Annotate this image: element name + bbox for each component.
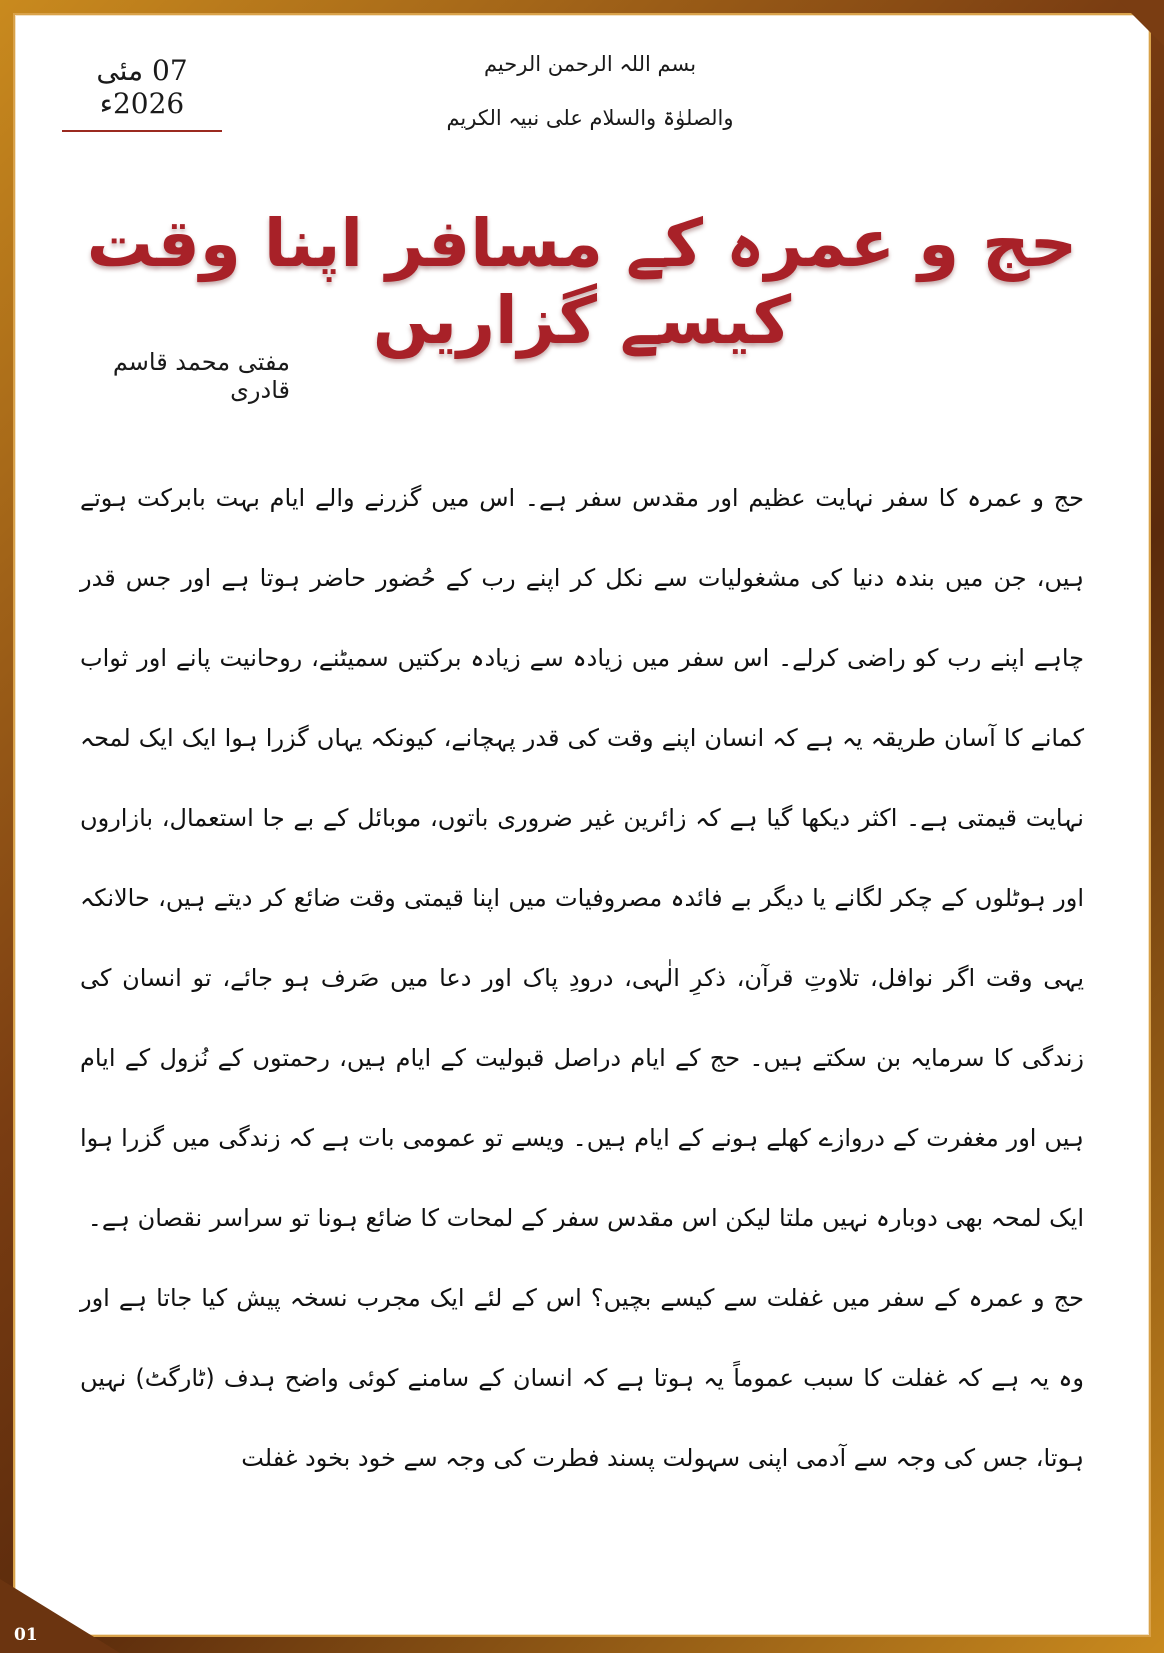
author-name: مفتی محمد قاسم قادری [112,348,290,404]
paragraph-2: حج و عمرہ کے سفر میں غفلت سے کیسے بچیں؟ اس کے لئے ایک مجرب نسخہ پیش کیا جاتا ہے اور وہ یہ ہے کہ غفلت کا سبب عموماً یہ ہوتا ہے کہ انسان کے سامنے کوئی واضح ہدف (ٹارگٹ) نہیں ہوتا، جس کی وجہ سے آدمی اپنی سہولت پسند فطرت کی وجہ سے خود بخود غفلت [80,1284,1084,1472]
paragraph-1: حج و عمرہ کا سفر نہایت عظیم اور مقدس سفر ہے۔ اس میں گزرنے والے ایام بہت بابرکت ہوتے ہیں، جن میں بندہ دنیا کی مشغولیات سے نکل کر اپنے رب کے حُضور حاضر ہوتا ہے اور جس قدر چاہے اپنے رب کو راضی کرلے۔ اس سفر میں زیادہ سے زیادہ برکتیں سمیٹنے، روحانیت پانے اور ثواب کمانے کا آسان طریقہ یہ ہے کہ انسان اپنے وقت کی قدر پہچانے، کیونکہ یہاں گزرا ہوا ایک ایک لمحہ نہایت قیمتی ہے۔ اکثر دیکھا گیا ہے کہ زائرین غیر ضروری باتوں، موبائل کے بے جا استعمال، بازاروں اور ہوٹلوں کے چکر لگانے یا دیگر بے فائدہ مصروفیات میں اپنا قیمتی وقت ضائع کر دیتے ہیں، حالانکہ یہی وقت اگر نوافل، تلاوتِ قرآن، ذکرِ الٰہی، درودِ پاک اور دعا میں صَرف ہو جائے، تو انسان کی زندگی کا سرمایہ بن سکتے ہیں۔ حج کے ایام دراصل قبولیت کے ایام ہیں، رحمتوں کے نُزول کے ایام ہیں اور مغفرت کے دروازے کھلے ہونے کے ایام ہیں۔ ویسے تو عمومی بات ہے کہ زندگی میں گزرا ہوا ایک لمحہ بھی دوبارہ نہیں ملتا لیکن اس مقدس سفر کے لمحات کا ضائع ہونا تو سراسر نقصان ہے۔ [80,484,1084,1232]
bismillah-line-1: بسم اللہ الرحمن الرحیم [483,52,697,76]
page-number: 01 [14,1625,38,1645]
corner-ornament-top-right [1118,0,1164,46]
publication-date: 07 مئی 2026ء [62,54,222,132]
bismillah-line-2: والصلوٰۃ والسلام علی نبیہ الکریم [446,106,734,130]
article-body [80,458,1084,1498]
article-title: حج و عمرہ کے مسافر اپنا وقت کیسے گزاریں [86,205,1078,359]
